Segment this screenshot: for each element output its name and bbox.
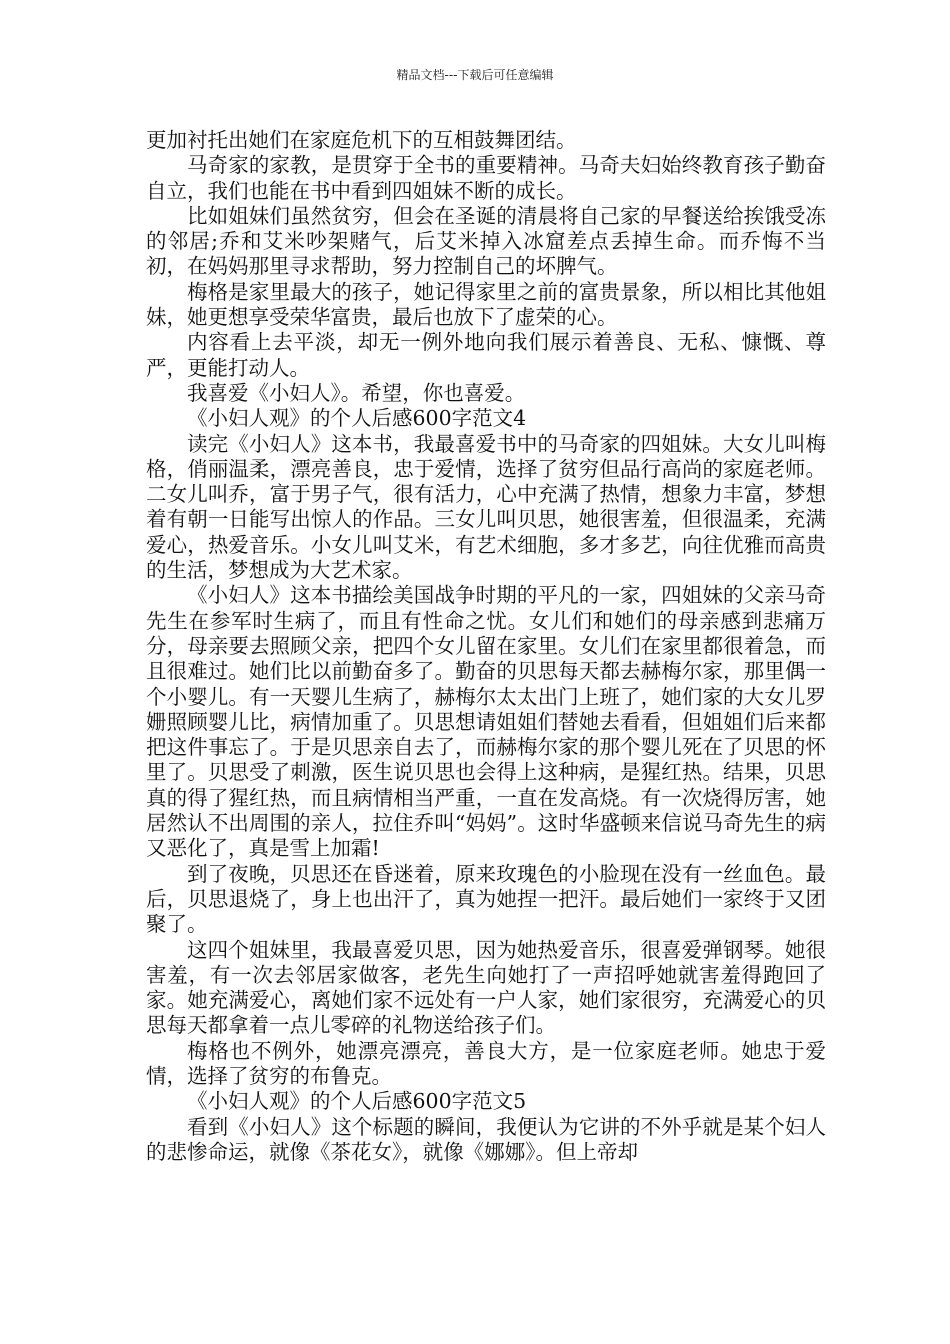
page-header: 精品文档---下载后可任意编辑 [396, 68, 554, 82]
paragraph: 更加衬托出她们在家庭危机下的互相鼓舞团结。 [146, 128, 577, 152]
document-body [146, 128, 826, 1165]
paragraph: 梅格是家里最大的孩子，她记得家里之前的富贵景象，所以相比其他姐妹，她更想享受荣华富贵，最后也放下了虚荣的心。 [146, 279, 826, 330]
paragraph: 我喜爱《小妇人》。希望，你也喜爱。 [187, 380, 526, 405]
paragraph: 这四个姐妹里，我最喜爱贝思，因为她热爱音乐，很喜爱弹钢琴。她很害羞，有一次去邻居家做客，老先生向她打了一声招呼她就害羞得跑回了家。她充满爱心，离她们家不远处有一户人家，她们家很穷，充满爱心的贝思每天都拿着一点儿零碎的礼物送给孩子们。 [146, 937, 826, 1038]
paragraph: 马奇家的家教，是贯穿于全书的重要精神。马奇夫妇始终教育孩子勤奋自立，我们也能在书中看到四姐妹不断的成长。 [146, 153, 826, 203]
paragraph: 看到《小妇人》这个标题的瞬间，我便认为它讲的不外乎就是某个妇人的悲惨命运，就像《茶花女》，就像《娜娜》。但上帝却 [146, 1114, 826, 1164]
paragraph: 梅格也不例外，她漂亮漂亮，善良大方，是一位家庭老师。她忠于爱情，选择了贫穷的布鲁克。 [146, 1038, 826, 1088]
paragraph: 到了夜晚，贝思还在昏迷着，原来玫瑰色的小脸现在没有一丝血色。最后，贝思退烧了，身上也出汗了，真为她捏一把汗。最后她们一家终于又团聚了。 [146, 861, 826, 937]
section-heading: 《小妇人观》的个人后感600字范文4 [187, 406, 527, 431]
paragraph: 内容看上去平淡，却无一例外地向我们展示着善良、无私、慷慨、尊严，更能打动人。 [146, 330, 826, 380]
section-heading: 《小妇人观》的个人后感600字范文5 [187, 1089, 527, 1114]
paragraph: 比如姐妹们虽然贫穷，但会在圣诞的清晨将自己家的早餐送给挨饿受冻的邻居;乔和艾米吵架赌气，后艾米掉入冰窟差点丢掉生命。而乔悔不当初，在妈妈那里寻求帮助，努力控制自己的坏脾气。 [146, 203, 826, 279]
paragraph: 读完《小妇人》这本书，我最喜爱书中的马奇家的四姐妹。大女儿叫梅格，俏丽温柔，漂亮善良，忠于爱情，选择了贫穷但品行高尚的家庭老师。二女儿叫乔，富于男子气，很有活力，心中充满了热情，想象力丰富，梦想着有朝一日能写出惊人的作品。三女儿叫贝思，她很害羞，但很温柔，充满爱心，热爱音乐。小女儿叫艾米，有艺术细胞，多才多艺，向往优雅而高贵的生活，梦想成为大艺术家。 [146, 431, 826, 583]
paragraph: 《小妇人》这本书描绘美国战争时期的平凡的一家，四姐妹的父亲马奇先生在参军时生病了，而且有性命之忧。女儿们和她们的母亲感到悲痛万分，母亲要去照顾父亲，把四个女儿留在家里。女儿们在家里都很着急，而且很难过。她们比以前勤奋多了。勤奋的贝思每天都去赫梅尔家，那里偶一个小婴儿。有一天婴儿生病了，赫梅尔太太出门上班了，她们家的大女儿罗姗照顾婴儿比，病情加重了。贝思想请姐姐们替她去看看，但姐姐们后来都把这件事忘了。于是贝思亲自去了，而赫梅尔家的那个婴儿死在了贝思的怀里了。贝思受了刺激，医生说贝思也会得上这种病，是猩红热。结果，贝思真的得了猩红热，而且病情相当严重，一直在发高烧。有一次烧得厉害，她居然认不出周围的亲人，拉住乔叫“妈妈”。这时华盛顿来信说马奇先生的病又恶化了，真是雪上加霜! [146, 583, 826, 861]
